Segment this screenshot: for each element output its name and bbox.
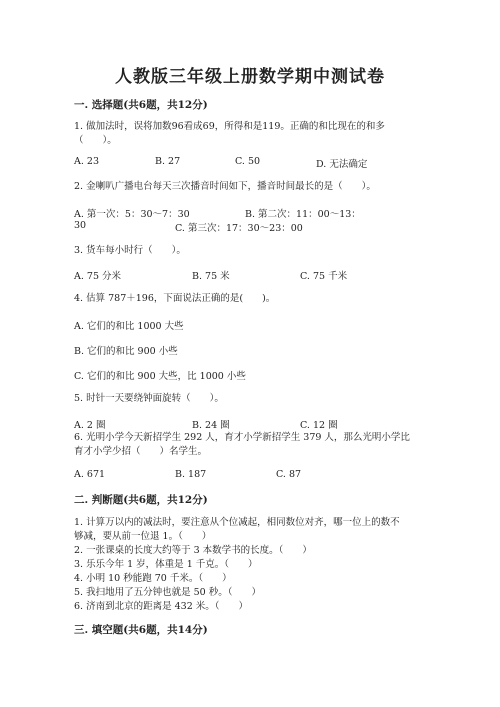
q3-option-b: B. 75 米 bbox=[192, 271, 230, 282]
judge-line-6: 5. 我扫地用了五分钟也就是 50 秒。（ ） bbox=[74, 587, 261, 598]
q1-option-c: C. 50 bbox=[235, 156, 261, 167]
q5-option-a: A. 2 圈 bbox=[74, 420, 106, 431]
q6-option-a: A. 671 bbox=[74, 469, 106, 480]
q4-option-c: C. 它们的和比 900 大些，比 1000 小些 bbox=[74, 371, 246, 382]
q6-text-line2: 育才小学少招（ ）名学生。 bbox=[74, 446, 208, 457]
q4-option-a: A. 它们的和比 1000 大些 bbox=[74, 321, 184, 332]
q3-option-c: C. 75 千米 bbox=[300, 271, 348, 282]
q6-option-b: B. 187 bbox=[175, 469, 207, 480]
q5-option-b: B. 24 圈 bbox=[192, 420, 230, 431]
q5-option-c: C. 12 圈 bbox=[300, 420, 338, 431]
judge-line-7: 6. 济南到北京的距离是 432 米。（ ） bbox=[74, 601, 249, 612]
q2-text: 2. 金喇叭广播电台每天三次播音时间如下，播音时间最长的是（ ）。 bbox=[74, 181, 376, 192]
section-heading-fill: 三. 填空题(共6题，共14分) bbox=[74, 624, 208, 636]
q1-option-d: D. 无法确定 bbox=[316, 159, 368, 170]
q1-text-line2: （ ）。 bbox=[74, 135, 117, 146]
judge-line-5: 4. 小明 10 秒能跑 70 千米。（ ） bbox=[74, 573, 232, 584]
q2-option-b-cont: 30 bbox=[74, 220, 87, 231]
q6-option-c: C. 87 bbox=[276, 469, 302, 480]
page-title: 人教版三年级上册数学期中测试卷 bbox=[115, 67, 385, 87]
judge-line-3: 2. 一张课桌的长度大约等于 3 本数学书的长度。（ ） bbox=[74, 545, 312, 556]
q3-text: 3. 货车每小时行（ ）。 bbox=[74, 245, 186, 256]
q1-text-line1: 1. 做加法时，误将加数96看成69，所得和是119。正确的和比现在的和多 bbox=[74, 121, 385, 132]
judge-line-2: 够减，要从前一位退 1。（ ） bbox=[74, 531, 212, 542]
q1-option-b: B. 27 bbox=[155, 156, 181, 167]
q2-option-a: A. 第一次：5：30～7：30 bbox=[74, 209, 190, 220]
judge-line-1: 1. 计算万以内的减法时，要注意从个位减起，相同数位对齐，哪一位上的数不 bbox=[74, 517, 400, 528]
q1-option-a: A. 23 bbox=[74, 156, 99, 167]
q6-text-line1: 6. 光明小学今天新招学生 292 人，育才小学新招学生 379 人，那么光明小学比 bbox=[74, 432, 410, 443]
q4-text: 4. 估算 787＋196，下面说法正确的是( )。 bbox=[74, 293, 276, 304]
q4-option-b: B. 它们的和比 900 小些 bbox=[74, 346, 178, 357]
q2-option-b: B. 第二次：11：00～13： bbox=[245, 209, 361, 220]
section-heading-choice: 一. 选择题(共6题，共12分) bbox=[74, 99, 208, 111]
q3-option-a: A. 75 分米 bbox=[74, 271, 122, 282]
section-heading-judge: 二. 判断题(共6题，共12分) bbox=[74, 494, 208, 506]
q5-text: 5. 时针一天要绕钟面旋转（ ）。 bbox=[74, 393, 224, 404]
q2-option-c: C. 第三次：17：30～23：00 bbox=[175, 223, 303, 234]
judge-line-4: 3. 乐乐今年 1 岁，体重是 1 千克。（ ） bbox=[74, 559, 258, 570]
